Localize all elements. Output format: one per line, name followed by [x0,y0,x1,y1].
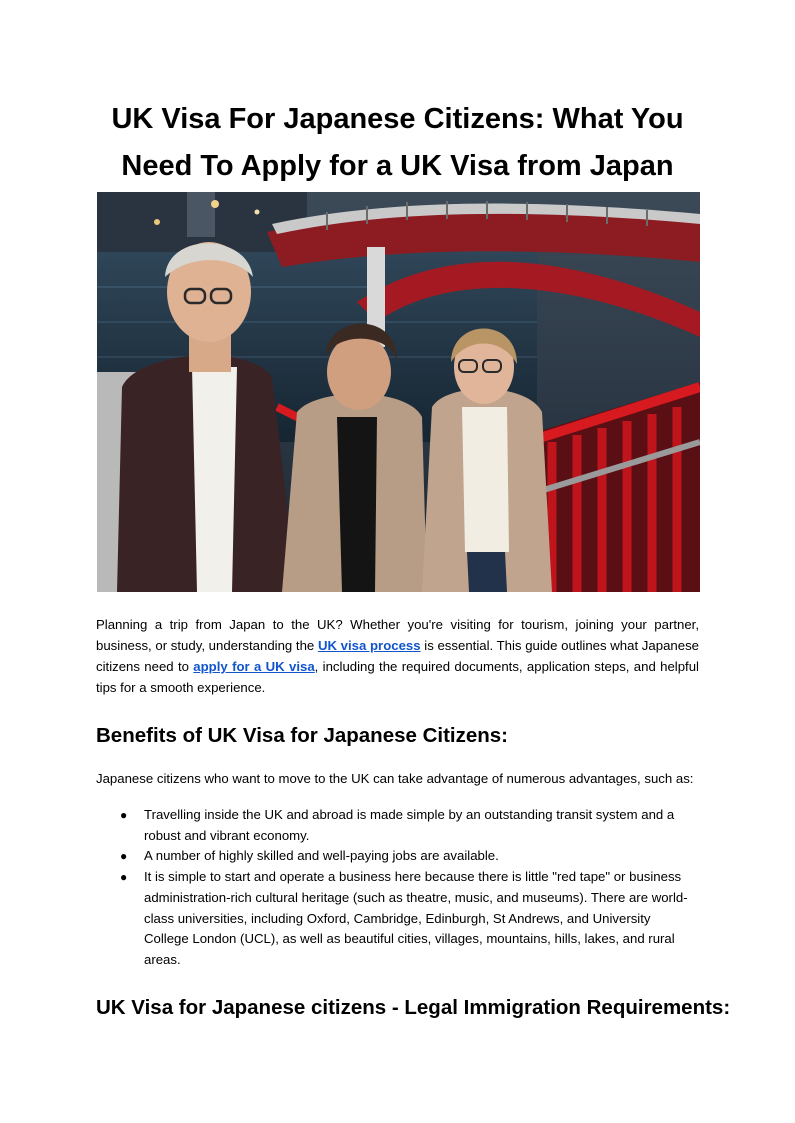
list-item-text: A number of highly skilled and well-paying jobs are available. [144,848,499,864]
intro-paragraph [96,614,699,698]
list-item [96,867,699,971]
hero-photo-illustration [97,192,700,592]
uk-visa-process-link[interactable]: UK visa process [317,638,421,653]
benefits-list [96,805,699,971]
bullet-icon: ● [120,849,128,864]
legal-requirements-heading: UK Visa for Japanese citizens - Legal Immigration Requirements: [96,996,731,1019]
intro-text-1: Planning a trip from Japan to the UK? Whether you're visiting for tourism, joining your partner, business, or study, understanding the [96,617,699,653]
intro-text-2: is essential. This guide outlines what Japanese citizens need to [96,638,700,674]
list-item-text: It is simple to start and operate a business here because there is little "red tape" or business administration-rich cultural heritage (such as theatre, music, and museums). There are world-class universities, including Oxford, Cambridge, Edinburgh, St Andrews, and University College London (UCL), as well as beautiful cities, villages, mountains, hills, lakes, and rural areas. [144,869,688,967]
intro-text-3: , including the required documents, application steps, and helpful tips for a smooth experience. [96,659,699,695]
list-item [96,846,699,867]
benefits-heading: Benefits of UK Visa for Japanese Citizens: [96,724,509,747]
bullet-icon: ● [120,870,128,885]
title-line-1: UK Visa For Japanese Citizens: What You [111,103,684,135]
hero-photo [97,192,700,592]
page-title [96,96,699,190]
benefits-lead: Japanese citizens who want to move to the UK can take advantage of numerous advantages, such as: [96,771,694,786]
title-line-2: Need To Apply for a UK Visa from Japan [121,150,674,182]
list-item-text: Travelling inside the UK and abroad is made simple by an outstanding transit system and a robust and vibrant economy. [144,807,675,843]
apply-for-uk-visa-link[interactable]: apply for a UK visa [193,659,315,674]
list-item [96,805,699,846]
bullet-icon: ● [120,808,128,822]
